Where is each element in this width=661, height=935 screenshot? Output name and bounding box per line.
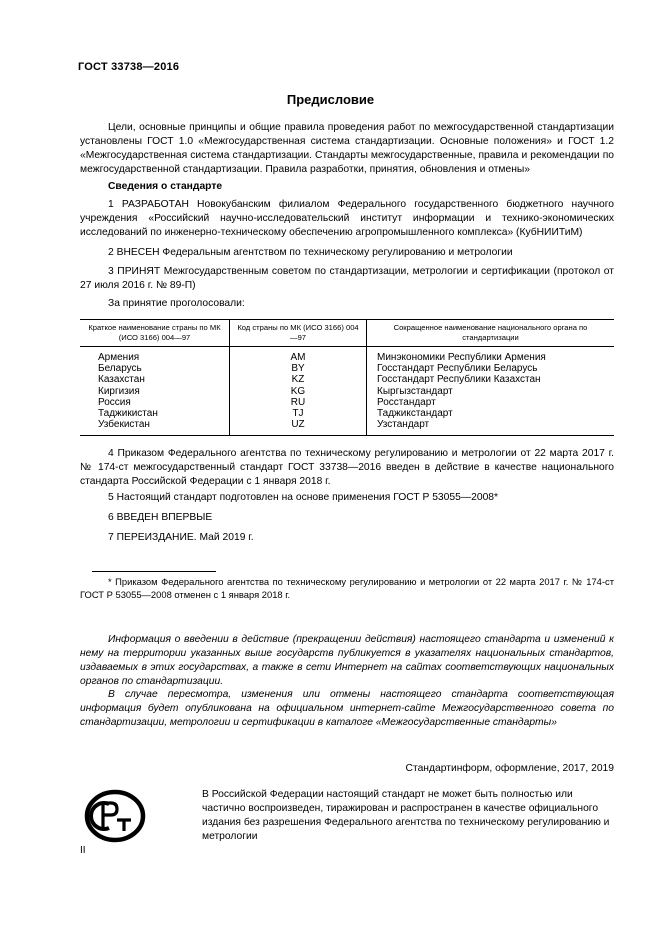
item-introduced: 2 ВНЕСЕН Федеральным агентством по техническому регулированию и метрологии [108, 247, 513, 258]
table-row [80, 386, 614, 397]
footnote-divider [92, 571, 216, 572]
table-row [80, 397, 614, 408]
table-row [80, 363, 614, 374]
notice-info: Информация о введении в действие (прекращении действия) настоящего стандарта и изменений к нему на территории указанных выше государств публикуется в указателях национальных стандартов, издаваемых в этих государствах, а также в сети Интернет на сайтах соответствующих национальных органов по стандартизации. [80, 634, 614, 687]
country-code: RU [230, 397, 367, 408]
country-code: BY [230, 363, 367, 374]
standards-body: Госстандарт Республики Беларусь [367, 363, 615, 374]
standards-body: Кыргызстандарт [367, 386, 615, 397]
item-developed: 1 РАЗРАБОТАН Новокубанским филиалом Федерального государственного бюджетного научного учреждения «Российский научно-исследовательский институт информации и технико-экономических исследований по инженерно-техническому обеспечению агропромышленного комплекса» (КубНИИТиМ) [80, 199, 614, 238]
item-enacted: 4 Приказом Федерального агентства по техническому регулированию и метрологии от 22 марта 2017 г. № 174-ст межгосударственный стандарт ГОСТ 33738—2016 введен в действие в качестве национального стандарта Российской Федерации с 1 января 2018 г. [80, 448, 614, 487]
table-row [80, 408, 614, 419]
page-title: Предисловие [286, 92, 375, 107]
publisher-line: Стандартинформ, оформление, 2017, 2019 [405, 763, 614, 774]
country-name: Киргизия [98, 385, 140, 397]
table-row [80, 374, 614, 385]
standards-body: Росстандарт [367, 397, 615, 408]
standards-body: Минэкономики Республики Армения [367, 347, 615, 364]
table-header-row [80, 320, 614, 347]
info-heading: Сведения о стандарте [108, 181, 223, 192]
rst-certification-mark-icon [84, 789, 146, 843]
table-row [80, 419, 614, 436]
country-code: KG [230, 386, 367, 397]
item-reissue: 7 ПЕРЕИЗДАНИЕ. Май 2019 г. [108, 532, 254, 543]
item-prepared: 5 Настоящий стандарт подготовлен на основе применения ГОСТ Р 53055—2008* [108, 492, 499, 503]
country-name: Узбекистан [80, 419, 230, 436]
country-code: KZ [230, 374, 367, 385]
country-code: AM [230, 347, 367, 364]
voted-label: За принятие проголосовали: [108, 298, 245, 309]
country-name: Армения [98, 352, 140, 363]
table-row [80, 347, 614, 364]
footnote: * Приказом Федерального агентства по техническому регулированию и метрологии от 22 марта 2017 г. № 174-ст ГОСТ Р 53055—2008 отменен с 1 января 2018 г. [80, 576, 614, 600]
countries-table [80, 319, 614, 436]
country-code: UZ [230, 419, 367, 436]
country-name: Беларусь [98, 363, 142, 375]
item-adopted: 3 ПРИНЯТ Межгосударственным советом по стандартизации, метрологии и сертификации (протокол от 27 июля 2016 г. № 89-П) [80, 266, 614, 291]
rf-reproduction-notice: В Российской Федерации настоящий стандарт не может быть полностью или частично воспроизведен, тиражирован и распространен в качестве официального издания без разрешения Федерального агентства по техническому регулированию и метрологии [202, 789, 610, 842]
country-name: Казахстан [98, 374, 145, 386]
standards-body: Таджикстандарт [367, 408, 615, 419]
column-header-body: Сокращенное наименование национального органа по стандартизации [367, 320, 615, 347]
column-header-code: Код страны по МК (ИСО 3166) 004—97 [230, 320, 367, 347]
item-first: 6 ВВЕДЕН ВПЕРВЫЕ [108, 512, 213, 523]
country-code: TJ [230, 408, 367, 419]
intro-paragraph: Цели, основные принципы и общие правила проведения работ по межгосударственной стандартизации установлены ГОСТ 1.0 «Межгосударственная система стандартизации. Основные положения» и ГОСТ 1.2 «Межгосударственная система стандартизации. Стандарты межгосударственные, правила и рекомендации по межгосударственной стандартизации. Правила разработки, принятия, обновления и отмены» [80, 122, 614, 175]
notice-revision: В случае пересмотра, изменения или отмены настоящего стандарта соответствующая информация будет опубликована на официальном интернет-сайте Межгосударственного совета по стандартизации, метрологии и сертификации в каталоге «Межгосударственные стандарты» [80, 689, 614, 728]
column-header-country: Краткое наименование страны по МК (ИСО 3166) 004—97 [80, 320, 230, 347]
country-name: Россия [98, 396, 131, 408]
standard-code: ГОСТ 33738—2016 [78, 61, 180, 73]
page-number: II [80, 845, 86, 856]
standards-body: Госстандарт Республики Казахстан [367, 374, 615, 385]
country-name: Таджикистан [98, 408, 158, 420]
standards-body: Узстандарт [367, 419, 615, 436]
